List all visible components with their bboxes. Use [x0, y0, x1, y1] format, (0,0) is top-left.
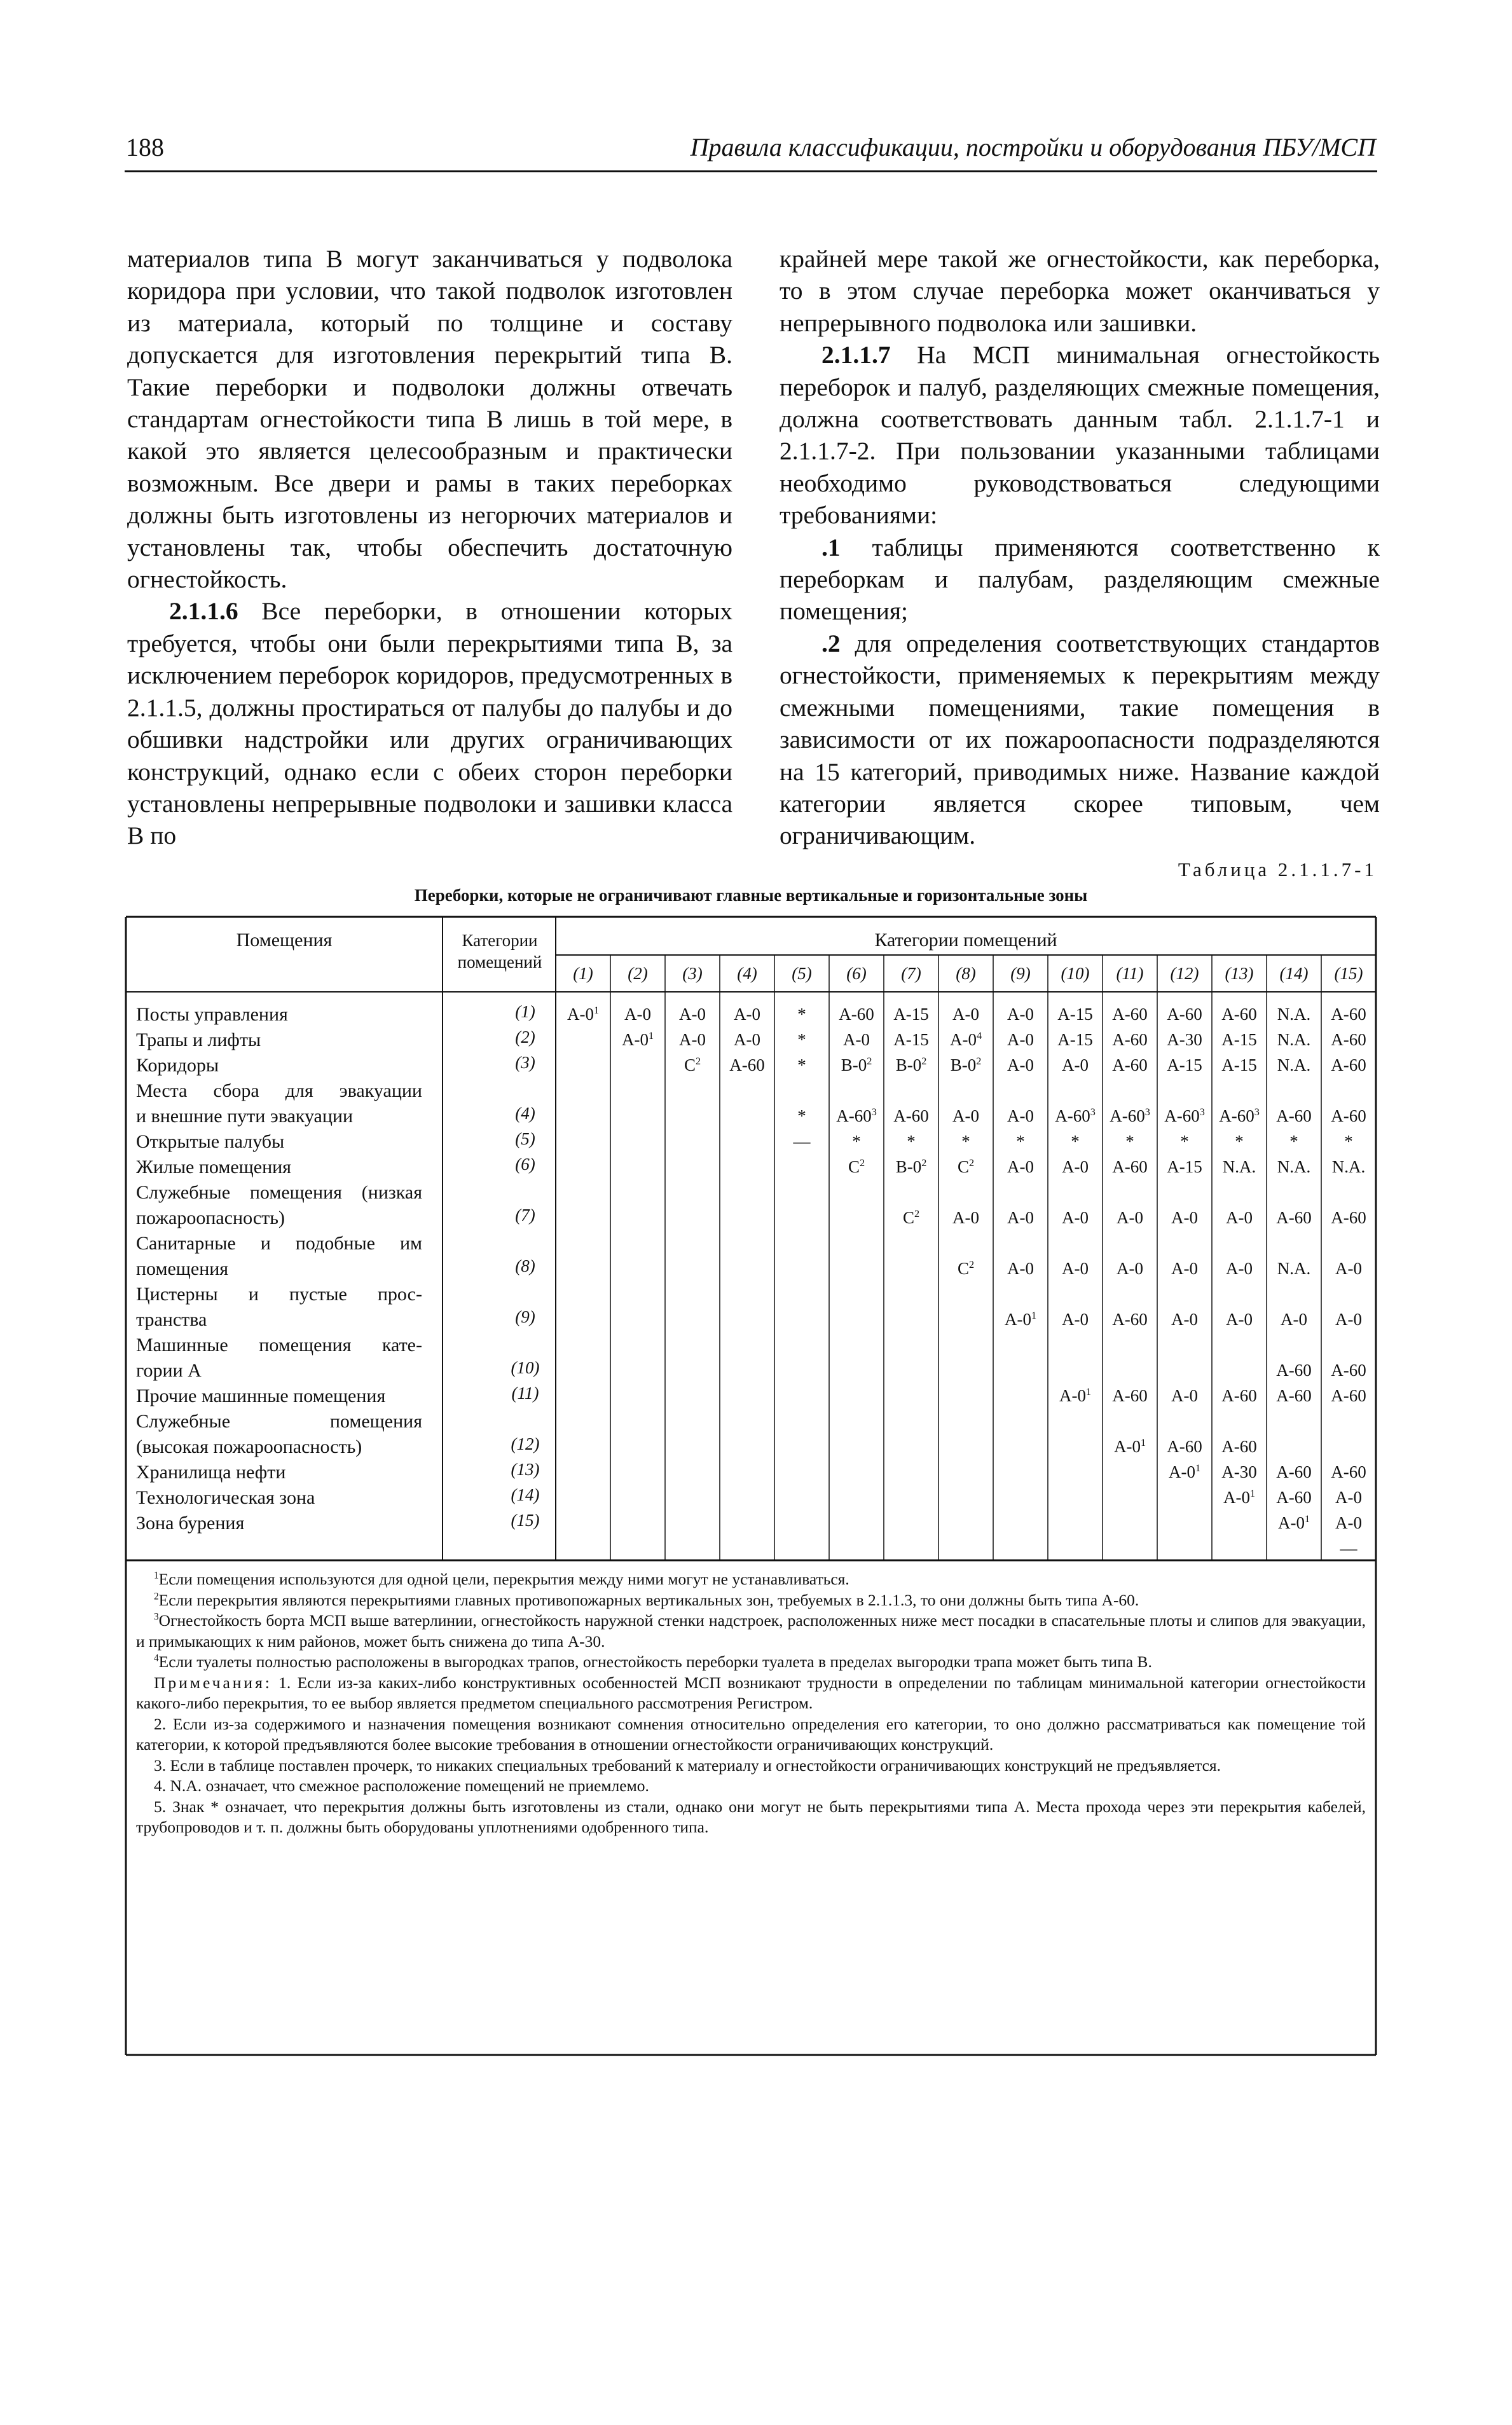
note-text: 2. Если из-за содержимого и назначения помещения возникают сомнения относительно определения его категории, то оно должно рассматриваться как помещение той категории, к которой предъявляются более высокие требования в отношении огнестойкости ограничивающих конструкций. — [136, 1714, 1366, 1754]
footnote-ref: 2 — [867, 1055, 872, 1067]
table-cell: $A-0^1$ — [1277, 1513, 1310, 1532]
table-cell: * — [1344, 1132, 1353, 1151]
table-cell: A-0 — [1117, 1259, 1143, 1278]
table-cell: A-0 — [1335, 1513, 1362, 1532]
table-cell: $A-60^3$ — [1055, 1106, 1096, 1125]
table-cell: A-60 — [1331, 1055, 1366, 1075]
table-cell: A-0 — [1171, 1208, 1198, 1227]
table-cell: A-0 — [624, 1005, 651, 1024]
list-item-2 — [780, 628, 1380, 852]
table-cell: A-0 — [1007, 1259, 1034, 1278]
column-number: (4) — [737, 964, 757, 983]
clause-number: 2.1.1.6 — [169, 597, 238, 626]
column-number: (3) — [682, 964, 703, 983]
table-cell: A-0 — [952, 1005, 979, 1024]
table-cell: A-15 — [1221, 1030, 1257, 1049]
room-category: (15) — [511, 1511, 540, 1530]
table-cell: A-0 — [1062, 1157, 1089, 1176]
column-number: (5) — [792, 964, 812, 983]
table-cell: N.A. — [1277, 1005, 1311, 1024]
table-cell: $B-0^2$ — [895, 1055, 927, 1075]
column-number: (1) — [573, 964, 593, 983]
footnote-ref: 1 — [1140, 1437, 1146, 1448]
room-name: Прочие машинные помещения — [136, 1385, 386, 1406]
table-cell: A-0 — [1007, 1106, 1034, 1125]
room-category: (6) — [515, 1155, 535, 1174]
footnote-ref: 1 — [1085, 1386, 1092, 1398]
note-marker: 3 — [154, 1611, 159, 1623]
table-cell: A-0 — [1007, 1055, 1034, 1075]
table-cell: A-60 — [729, 1055, 765, 1075]
room-name: Санитарные и подобные им — [136, 1233, 422, 1254]
table-cell: * — [797, 1005, 806, 1024]
table-cell: A-0 — [1281, 1310, 1307, 1329]
room-category: (13) — [511, 1460, 540, 1479]
table-cell: A-60 — [1221, 1386, 1257, 1405]
table-cell: A-60 — [1331, 1005, 1366, 1024]
table-cell: $A-0^1$ — [1113, 1437, 1146, 1456]
table-cell: N.A. — [1277, 1157, 1311, 1176]
column-number: (11) — [1116, 964, 1144, 983]
table-cell: A-0 — [1335, 1259, 1362, 1278]
note-marker: 4 — [154, 1652, 159, 1664]
note — [136, 1590, 1366, 1611]
item-text: таблицы применяются соответственно к переборкам и палубам, разделяющим смежные помещения; — [780, 533, 1380, 626]
room-name: гории А — [136, 1360, 202, 1381]
table-cell: $A-0^1$ — [1004, 1310, 1037, 1329]
room-name: Зона бурения — [136, 1513, 245, 1534]
table-cell: N.A. — [1222, 1157, 1256, 1176]
table-cell: A-0 — [843, 1030, 870, 1049]
table-cell: $C^2$ — [957, 1157, 975, 1176]
room-category: (14) — [511, 1485, 540, 1504]
column-number: (6) — [846, 964, 867, 983]
table-cell: A-60 — [1331, 1208, 1366, 1227]
table-cell: N.A. — [1277, 1259, 1311, 1278]
item-number: .2 — [821, 629, 841, 657]
column-number: (15) — [1334, 964, 1363, 983]
column-number: (13) — [1225, 964, 1254, 983]
paragraph-2-1-1-6 — [127, 595, 732, 851]
table-cell: A-60 — [1331, 1462, 1366, 1481]
table-cell: A-60 — [893, 1106, 929, 1125]
table-cell: $C^2$ — [957, 1259, 975, 1278]
clause-text: Все переборки, в отношении которых требуется, чтобы они были перекрытиями типа В, за исключением переборок коридоров, предусмотренных в 2.1.1.5, должны простираться от палубы до палубы и до обшивки надстройки или других ограничивающих конструкций, однако если с обеих сторон переборки установлены непрерывные подволоки и зашивки класса В по — [127, 597, 732, 850]
note-text: Огнестойкость борта МСП выше ватерлинии, огнестойкость наружной стенки надстроек, расположенных ниже мест посадки в спасательные плоты и слипов для эвакуации, и примыкающих к ним районов, может быть снижена до типа А-30. — [136, 1611, 1366, 1651]
note-lead: Примечания: — [154, 1673, 272, 1692]
paragraph: материалов типа В могут заканчиваться у подволока коридора при условии, что такой подволок изготовлен из материала, который по толщине и составу допускается для изготовления перекрытий типа В. Такие переборки и подволоки должны отвечать стандартам огнестойкости типа В лишь в той мере, в какой это является целесообразным и практически возможным. Все двери и рамы в таких переборках должны быть изготовлены из негорючих материалов и установлены так, чтобы обеспечить достаточную огнестойкость. — [127, 245, 732, 594]
table-cell: A-60 — [1331, 1030, 1366, 1049]
table-cell: * — [1125, 1132, 1134, 1151]
right-column — [780, 243, 1380, 852]
table-cell: * — [797, 1106, 806, 1125]
room-category: (12) — [511, 1434, 540, 1453]
room-name: Посты управления — [136, 1004, 288, 1025]
table-cell: A-60 — [1276, 1462, 1312, 1481]
note-text: 5. Знак * означает, что перекрытия должны быть изготовлены из стали, однако они могут не быть перекрытиями типа А. Места прохода через эти перекрытия кабелей, трубопроводов и т. п. должны быть оборудованы уплотнениями одобренного типа. — [136, 1797, 1366, 1836]
table-cell: A-60 — [1276, 1208, 1312, 1227]
room-category: (11) — [511, 1384, 539, 1403]
footnote-ref: 1 — [1195, 1462, 1201, 1474]
table-cell: A-0 — [734, 1030, 760, 1049]
table-cell: A-0 — [1171, 1310, 1198, 1329]
note — [136, 1755, 1366, 1776]
table-cell: A-0 — [1335, 1310, 1362, 1329]
footnote-ref: 2 — [695, 1055, 701, 1067]
head-cat-line2: помещений — [457, 952, 542, 972]
table-cell: A-15 — [1221, 1055, 1257, 1075]
table-cell: $A-0^1$ — [1059, 1386, 1092, 1405]
table-cell: $A-0^4$ — [949, 1030, 982, 1049]
table-cell: — — [1340, 1539, 1357, 1558]
list-item-1 — [780, 532, 1380, 628]
note — [136, 1797, 1366, 1838]
room-name: (высокая пожароопасность) — [136, 1436, 362, 1457]
table-cell: $C^2$ — [684, 1055, 701, 1075]
room-category: (9) — [515, 1307, 535, 1326]
table-cell: A-60 — [1331, 1106, 1366, 1125]
table-cell: N.A. — [1277, 1055, 1311, 1075]
column-number: (14) — [1279, 964, 1309, 983]
table-cell: A-0 — [1171, 1386, 1198, 1405]
table-cell: $A-60^3$ — [836, 1106, 877, 1125]
head-rooms: Помещения — [236, 930, 333, 951]
table-cell: * — [797, 1055, 806, 1075]
note — [136, 1652, 1366, 1673]
table-cell: A-60 — [1112, 1030, 1148, 1049]
footnote-ref: 3 — [1144, 1106, 1150, 1118]
footnote-ref: 1 — [1249, 1488, 1256, 1499]
note-marker: 2 — [154, 1591, 159, 1602]
table-cell: A-60 — [1112, 1310, 1148, 1329]
table-cell: A-15 — [1167, 1157, 1202, 1176]
room-name: Коридоры — [136, 1055, 219, 1076]
table-cell: * — [852, 1132, 861, 1151]
table-cell: * — [961, 1132, 970, 1151]
footnote-ref: 3 — [1254, 1106, 1260, 1118]
table-cell: A-15 — [893, 1005, 929, 1024]
table-cell: * — [907, 1132, 916, 1151]
table-title: Переборки, которые не ограничивают главные вертикальные и горизонтальные зоны — [414, 886, 1088, 905]
table-cell: A-15 — [893, 1030, 929, 1049]
table-cell: $A-60^3$ — [1164, 1106, 1205, 1125]
item-number: .1 — [821, 533, 841, 561]
room-name: пожароопасность) — [136, 1207, 285, 1228]
footnote-ref: 2 — [976, 1055, 982, 1067]
room-name: транства — [136, 1309, 207, 1330]
table-cell: A-60 — [1112, 1055, 1148, 1075]
table-cell: A-60 — [1112, 1386, 1148, 1405]
room-name: Хранилища нефти — [136, 1462, 286, 1483]
table-cell: A-0 — [1062, 1310, 1089, 1329]
table-number: Таблица 2.1.1.7-1 — [1178, 858, 1377, 881]
table-cell: A-60 — [1331, 1361, 1366, 1380]
table-cell: $A-60^3$ — [1219, 1106, 1260, 1125]
note-text: Если туалеты полностью расположены в выгородках трапов, огнестойкость переборки туалета в пределах выгородки трапа может быть типа В. — [158, 1652, 1152, 1671]
footnote-ref: 2 — [968, 1157, 975, 1169]
room-category: (5) — [515, 1129, 535, 1148]
table-cell: A-0 — [1007, 1208, 1034, 1227]
table-cell: A-60 — [1167, 1437, 1202, 1456]
table-cell: A-30 — [1167, 1030, 1202, 1049]
table-cell: A-15 — [1167, 1055, 1202, 1075]
table-cell: A-0 — [1007, 1157, 1034, 1176]
clause-text: На МСП минимальная огнестойкость переборок и палуб, разделяющих смежные помещения, должна соответствовать данным табл. 2.1.1.7-1 и 2.1.1.7-2. При пользовании указанными таблицами необходимо руководствоваться следующими требованиями: — [780, 341, 1380, 530]
room-name: Машинные помещения кате- — [136, 1335, 422, 1356]
table-cell: A-0 — [1226, 1208, 1253, 1227]
page-header — [125, 132, 1377, 172]
footnote-ref: 2 — [914, 1208, 920, 1219]
clause-number: 2.1.1.7 — [821, 341, 891, 369]
room-category: (3) — [515, 1053, 535, 1072]
table-cell: A-60 — [1276, 1488, 1312, 1507]
column-number: (9) — [1010, 964, 1031, 983]
note — [136, 1611, 1366, 1652]
note — [136, 1673, 1366, 1714]
column-number: (2) — [628, 964, 648, 983]
room-name: и внешние пути эвакуации — [136, 1106, 354, 1127]
footnote-ref: 4 — [976, 1030, 982, 1041]
room-category: (1) — [515, 1002, 535, 1021]
room-name: Открытые палубы — [136, 1131, 285, 1152]
footnote-ref: 2 — [921, 1157, 927, 1169]
table-cell: A-0 — [1171, 1259, 1198, 1278]
footnote-ref: 1 — [648, 1030, 654, 1041]
footnote-ref: 3 — [1090, 1106, 1096, 1118]
footnote-ref: 3 — [1199, 1106, 1205, 1118]
paragraph-2-1-1-7 — [780, 339, 1380, 531]
column-number: (7) — [901, 964, 921, 983]
table-cell: $C^2$ — [902, 1208, 920, 1227]
room-name: помещения — [136, 1258, 229, 1279]
table-cell: N.A. — [1277, 1030, 1311, 1049]
table-cell: A-0 — [1062, 1259, 1089, 1278]
table-cell: $A-0^1$ — [567, 1005, 600, 1024]
note — [136, 1569, 1366, 1590]
table-cell: A-0 — [1062, 1208, 1089, 1227]
table-cell: * — [1016, 1132, 1025, 1151]
note — [136, 1714, 1366, 1755]
footnote-ref: 2 — [968, 1259, 975, 1270]
table-cell: A-60 — [1331, 1386, 1366, 1405]
head-categories: Категории помещений — [874, 930, 1057, 951]
table-cell: A-15 — [1057, 1005, 1093, 1024]
table-cell: A-60 — [839, 1005, 874, 1024]
note-text: Если перекрытия являются перекрытиями главных противопожарных вертикальных зон, требуемых в 2.1.1.3, то они должны быть типа А-60. — [158, 1590, 1139, 1609]
column-number: (8) — [956, 964, 976, 983]
table-cell: A-60 — [1112, 1005, 1148, 1024]
table-cell: A-0 — [679, 1005, 706, 1024]
table-cell: $B-0^2$ — [841, 1055, 872, 1075]
note-text: 4. N.A. означает, что смежное расположение помещений не приемлемо. — [154, 1776, 649, 1795]
room-name: Цистерны и пустые прос- — [136, 1284, 422, 1305]
table-cell: A-60 — [1221, 1437, 1257, 1456]
table-cell: * — [1180, 1132, 1189, 1151]
room-name: Трапы и лифты — [136, 1029, 261, 1050]
table-cell: A-0 — [952, 1106, 979, 1125]
page-number: 188 — [126, 133, 164, 161]
item-text: для определения соответствующих стандартов огнестойкости, применяемых к перекрытиям между смежными помещениями, такие помещения в зависимости от их пожароопасности подразделяются на 15 категорий, приводимых ниже. Название каждой категории является скорее типовым, чем ограничивающим. — [780, 629, 1380, 850]
table-cell: — — [793, 1132, 811, 1151]
table-cell: A-60 — [1276, 1361, 1312, 1380]
table-cell: $A-60^3$ — [1110, 1106, 1150, 1125]
head-cat-line1: Категории — [462, 931, 538, 950]
table-cell: $A-0^1$ — [1223, 1488, 1256, 1507]
room-name: Технологическая зона — [136, 1487, 315, 1508]
table-cell: N.A. — [1331, 1157, 1366, 1176]
room-category: (8) — [515, 1256, 535, 1275]
table-cell: A-0 — [734, 1005, 760, 1024]
paragraph: крайней мере такой же огнестойкости, как переборка, то в этом случае переборка может оканчиваться у непрерывного подволока или зашивки. — [780, 245, 1380, 337]
table-cell: A-60 — [1167, 1005, 1202, 1024]
table-cell: $A-0^1$ — [621, 1030, 654, 1049]
table-cell: * — [1235, 1132, 1244, 1151]
note-text: Если помещения используются для одной цели, перекрытия между ними могут не устанавливаться. — [158, 1570, 849, 1588]
table-cell: A-30 — [1221, 1462, 1257, 1481]
head-cat — [444, 930, 556, 973]
table-cell: A-0 — [1226, 1310, 1253, 1329]
note-text: 3. Если в таблице поставлен прочерк, то никаких специальных требований к материалу и огнестойкости ограничивающих конструкций не предъявляется. — [154, 1755, 1221, 1775]
table-cell: A-0 — [1007, 1030, 1034, 1049]
table-cell: $A-0^1$ — [1168, 1462, 1201, 1481]
room-name: Служебные помещения — [136, 1411, 422, 1432]
footnote-ref: 3 — [871, 1106, 877, 1118]
table-cell: A-0 — [952, 1208, 979, 1227]
column-number: (12) — [1170, 964, 1199, 983]
table-cell: $B-0^2$ — [950, 1055, 982, 1075]
room-category: (2) — [515, 1027, 535, 1047]
table-cell: A-0 — [1226, 1259, 1253, 1278]
table-cell: A-60 — [1276, 1386, 1312, 1405]
footnote-ref: 1 — [1304, 1513, 1310, 1525]
table-cell: A-0 — [1117, 1208, 1143, 1227]
table-cell: $B-0^2$ — [895, 1157, 927, 1176]
table-cell: A-0 — [1062, 1055, 1089, 1075]
table-cell: A-60 — [1276, 1106, 1312, 1125]
table-cell: * — [1289, 1132, 1298, 1151]
table-cell: $C^2$ — [848, 1157, 865, 1176]
footnote-ref: 2 — [921, 1055, 927, 1067]
room-name: Жилые помещения — [136, 1157, 291, 1178]
table-cell: A-0 — [679, 1030, 706, 1049]
note-text: 1. Если из-за каких-либо конструктивных особенностей МСП возникают трудности в определении по таблицам минимальной категории огнестойкости какого-либо перекрытия, то ее выбор является предметом специального рассмотрения Регистром. — [136, 1673, 1366, 1712]
table-cell: A-0 — [1007, 1005, 1034, 1024]
room-category: (7) — [515, 1206, 535, 1225]
table-cell: A-0 — [1335, 1488, 1362, 1507]
left-column — [127, 243, 732, 852]
table-notes — [136, 1569, 1366, 1838]
room-category: (10) — [511, 1358, 540, 1377]
table-cell: * — [1071, 1132, 1080, 1151]
note-marker: 1 — [154, 1570, 159, 1581]
table-cell: A-60 — [1112, 1157, 1148, 1176]
footnote-ref: 2 — [859, 1157, 865, 1169]
room-name: Служебные помещения (низкая — [136, 1182, 422, 1203]
table-cell: A-60 — [1221, 1005, 1257, 1024]
running-title: Правила классификации, постройки и оборудования ПБУ/МСП — [690, 133, 1376, 161]
column-number: (10) — [1061, 964, 1090, 983]
note — [136, 1776, 1366, 1797]
table-cell: * — [797, 1030, 806, 1049]
room-category: (4) — [515, 1104, 535, 1123]
table-cell: A-15 — [1057, 1030, 1093, 1049]
footnote-ref: 1 — [593, 1005, 600, 1016]
room-name: Места сбора для эвакуации — [136, 1080, 422, 1101]
footnote-ref: 1 — [1031, 1310, 1037, 1321]
